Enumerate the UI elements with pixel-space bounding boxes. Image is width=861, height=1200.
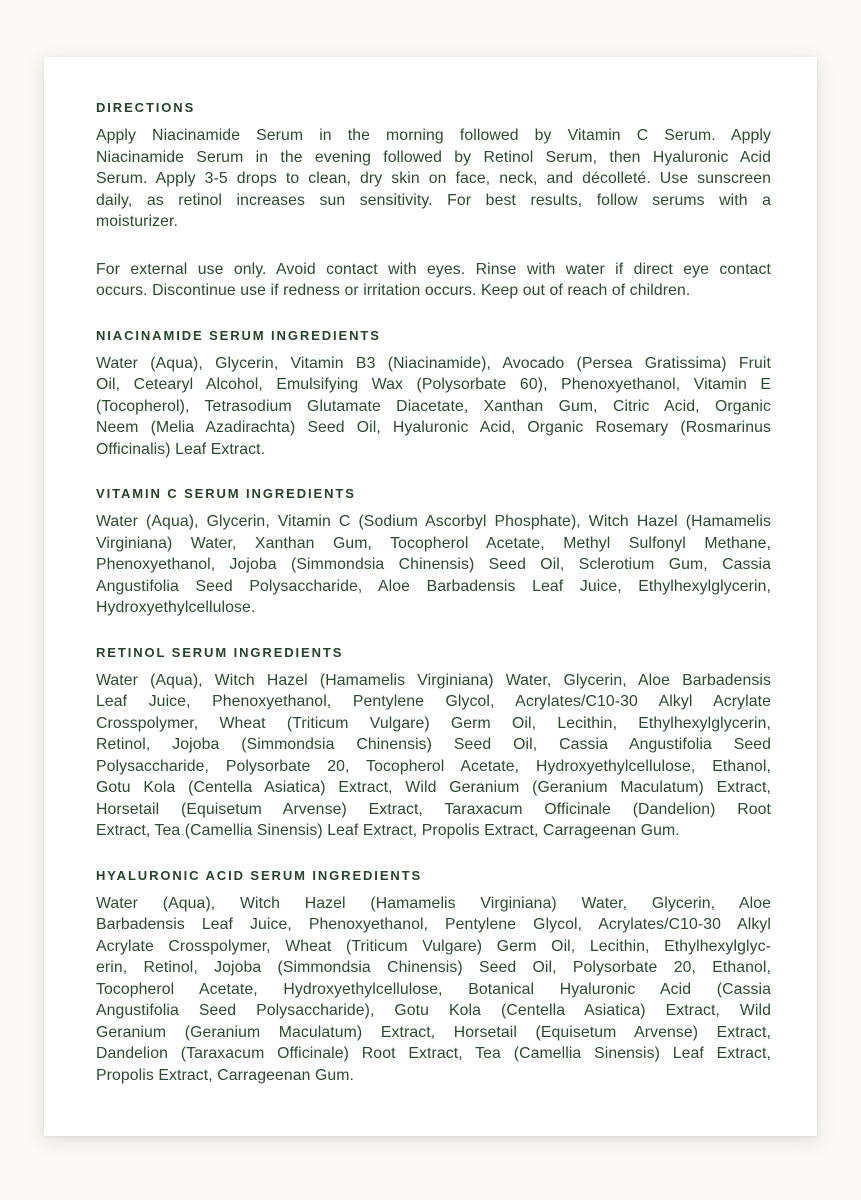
section-directions <box>96 100 771 302</box>
label-card <box>44 57 817 1136</box>
paragraph <box>96 511 771 619</box>
text-line: Niacinamide Serum in the evening followed by Retinol Serum, then Hyaluronic Acid <box>96 148 771 166</box>
section-heading: VITAMIN C SERUM INGREDIENTS <box>96 486 356 501</box>
section-heading: DIRECTIONS <box>96 100 196 115</box>
paragraph <box>96 353 771 461</box>
text-line: Water (Aqua), Glycerin, Vitamin C (Sodium Ascorbyl Phosphate), Witch Hazel (Hamamelis <box>96 513 771 530</box>
paragraph <box>96 259 771 302</box>
text-line: daily, as retinol increases sun sensitivity. For best results, follow serums with a <box>96 191 771 209</box>
section-hyaluronic-acid-serum-ingredients <box>96 868 771 1087</box>
text-line: Propolis Extract, Carrageenan Gum. <box>96 1066 355 1084</box>
section-heading: NIACINAMIDE SERUM INGREDIENTS <box>96 327 381 343</box>
section-vitamin-c-serum-ingredients <box>96 486 771 619</box>
text-line: Polysaccharide, Polysorbate 20, Tocopherol Acetate, Hydroxyethylcellulose, Ethanol, <box>96 757 771 775</box>
text-line: Neem (Melia Azadirachta) Seed Oil, Hyaluronic Acid, Organic Rosemary (Rosmarinus <box>96 419 771 436</box>
text-line: Horsetail (Equisetum Arvense) Extract, Taraxacum Officinale (Dandelion) Root <box>96 800 771 818</box>
text-line: Angustifolia Seed Polysaccharide, Aloe Barbadensis Leaf Juice, Ethylhexylglycerin, <box>96 577 771 595</box>
text-line: Dandelion (Taraxacum Officinale) Root Extract, Tea (Camellia Sinensis) Leaf Extract, <box>96 1045 771 1062</box>
text-line: Crosspolymer, Wheat (Triticum Vulgare) Germ Oil, Lecithin, Ethylhexylglycerin, <box>96 714 771 732</box>
text-line: Tocopherol Acetate, Hydroxyethylcellulose, Botanical Hyaluronic Acid (Cassia <box>96 980 771 998</box>
paragraph <box>96 125 771 233</box>
text-line: Extract, Tea (Camellia Sinensis) Leaf Extract, Propolis Extract, Carrageenan Gum. <box>96 822 680 839</box>
section-niacinamide-serum-ingredients <box>96 328 771 461</box>
text-line: Apply Niacinamide Serum in the morning followed by Vitamin C Serum. Apply <box>96 127 771 144</box>
text-line: Hydroxyethylcellulose. <box>96 599 256 616</box>
text-line: occurs. Discontinue use if redness or irritation occurs. Keep out of reach of children. <box>96 282 691 299</box>
text-line: Water (Aqua), Witch Hazel (Hamamelis Virginiana) Water, Glycerin, Aloe <box>96 894 771 912</box>
text-line: moisturizer. <box>96 213 178 230</box>
paragraph <box>96 670 771 842</box>
text-line: Phenoxyethanol, Jojoba (Simmondsia Chinensis) Seed Oil, Sclerotium Gum, Cassia <box>96 556 771 573</box>
text-line: Angustifolia Seed Polysaccharide), Gotu Kola (Centella Asiatica) Extract, Wild <box>96 1002 771 1019</box>
text-line: Virginiana) Water, Xanthan Gum, Tocopherol Acetate, Methyl Sulfonyl Methane, <box>96 534 771 552</box>
text-line: Serum. Apply 3-5 drops to clean, dry skin on face, neck, and décolleté. Use sunscreen <box>96 170 771 187</box>
text-line: Water (Aqua), Witch Hazel (Hamamelis Virginiana) Water, Glycerin, Aloe Barbadensis <box>96 671 771 689</box>
text-line: Barbadensis Leaf Juice, Phenoxyethanol, Pentylene Glycol, Acrylates/C10-30 Alkyl <box>96 916 771 933</box>
paragraph <box>96 893 771 1087</box>
text-line: Leaf Juice, Phenoxyethanol, Pentylene Glycol, Acrylates/C10-30 Alkyl Acrylate <box>96 693 771 710</box>
text-line: Water (Aqua), Glycerin, Vitamin B3 (Niacinamide), Avocado (Persea Gratissima) Fruit <box>96 354 771 372</box>
text-line: Geranium (Geranium Maculatum) Extract, Horsetail (Equisetum Arvense) Extract, <box>96 1023 771 1041</box>
text-line: Acrylate Crosspolymer, Wheat (Triticum Vulgare) Germ Oil, Lecithin, Ethylhexylglyc- <box>96 937 771 955</box>
section-retinol-serum-ingredients <box>96 645 771 842</box>
text-line: Gotu Kola (Centella Asiatica) Extract, Wild Geranium (Geranium Maculatum) Extract, <box>96 779 771 796</box>
section-heading: HYALURONIC ACID SERUM INGREDIENTS <box>96 867 423 883</box>
text-line: erin, Retinol, Jojoba (Simmondsia Chinensis) Seed Oil, Polysorbate 20, Ethanol, <box>96 959 771 976</box>
text-line: (Tocopherol), Tetrasodium Glutamate Diacetate, Xanthan Gum, Citric Acid, Organic <box>96 397 771 415</box>
text-line: Officinalis) Leaf Extract. <box>96 440 266 458</box>
section-heading: RETINOL SERUM INGREDIENTS <box>96 644 344 660</box>
text-line: Oil, Cetearyl Alcohol, Emulsifying Wax (Polysorbate 60), Phenoxyethanol, Vitamin E <box>96 376 771 393</box>
text-line: For external use only. Avoid contact with eyes. Rinse with water if direct eye contact <box>96 260 771 278</box>
text-line: Retinol, Jojoba (Simmondsia Chinensis) Seed Oil, Cassia Angustifolia Seed <box>96 736 771 753</box>
